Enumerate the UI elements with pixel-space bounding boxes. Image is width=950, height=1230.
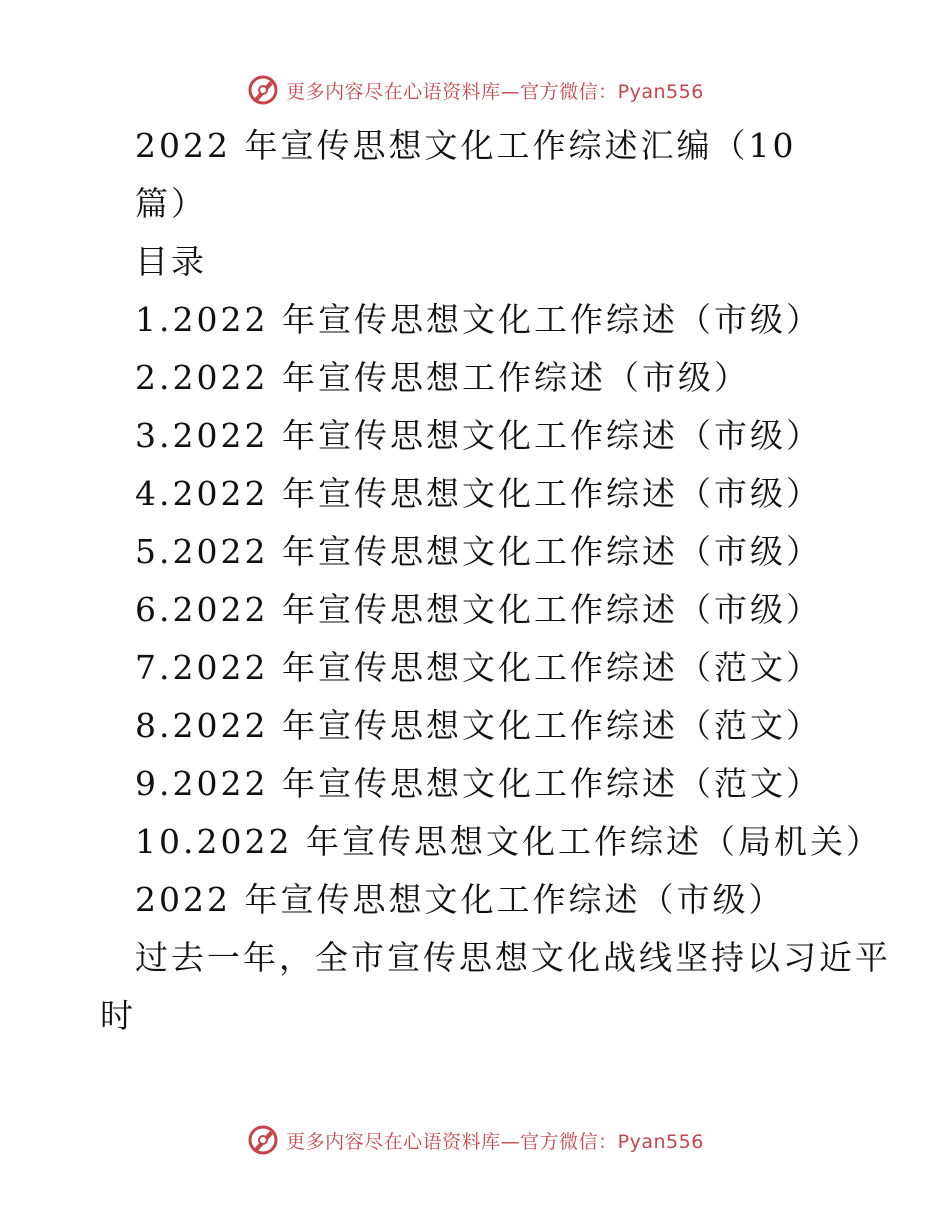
body-paragraph-line-2: 时 xyxy=(100,996,136,1035)
toc-item: 3.2022 年宣传思想文化工作综述（市级） xyxy=(135,416,822,455)
toc-item: 9.2022 年宣传思想文化工作综述（范文） xyxy=(135,764,822,803)
toc-item: 5.2022 年宣传思想文化工作综述（市级） xyxy=(135,532,822,571)
footer-banner xyxy=(0,1120,950,1160)
toc-item: 6.2022 年宣传思想文化工作综述（市级） xyxy=(135,590,822,629)
document-title-line-2: 篇） xyxy=(135,184,207,223)
toc-item: 10.2022 年宣传思想文化工作综述（局机关） xyxy=(135,822,882,861)
quill-seal-icon xyxy=(246,73,280,107)
section-title: 2022 年宣传思想文化工作综述（市级） xyxy=(135,880,785,919)
header-banner-text: 更多内容尽在心语资料库—官方微信：Pyan556 xyxy=(286,80,704,103)
document-title-line-1: 2022 年宣传思想文化工作综述汇编（10 xyxy=(135,126,797,165)
footer-banner-text: 更多内容尽在心语资料库—官方微信：Pyan556 xyxy=(286,1130,704,1153)
toc-item: 2.2022 年宣传思想工作综述（市级） xyxy=(135,358,750,397)
toc-item: 7.2022 年宣传思想文化工作综述（范文） xyxy=(135,648,822,687)
toc-item: 1.2022 年宣传思想文化工作综述（市级） xyxy=(135,300,822,339)
toc-item: 4.2022 年宣传思想文化工作综述（市级） xyxy=(135,474,822,513)
toc-item: 8.2022 年宣传思想文化工作综述（范文） xyxy=(135,706,822,745)
quill-seal-icon xyxy=(246,1123,280,1157)
body-paragraph-line-1: 过去一年，全市宣传思想文化战线坚持以习近平 xyxy=(135,938,891,977)
toc-heading: 目录 xyxy=(135,242,207,281)
header-banner xyxy=(0,70,950,110)
